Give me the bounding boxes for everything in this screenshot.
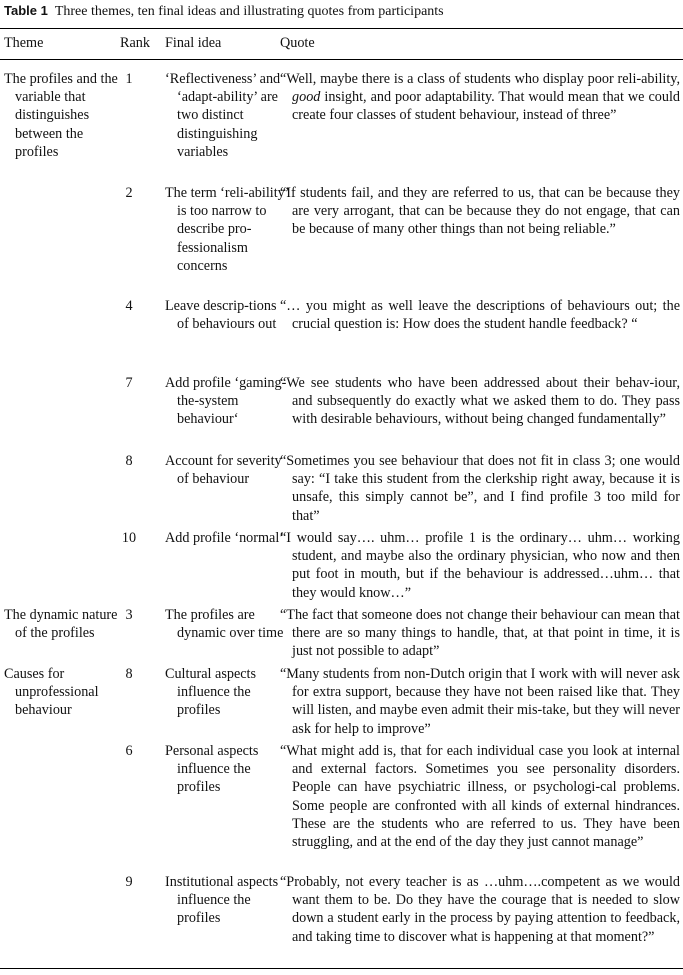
- quote-cell: “Many students from non-Dutch origin that I work with will never ask for extra support, because they have not been raised like that. They will listen, and maybe even admit their mis-take, but they will never ask for help to improve”: [280, 666, 680, 737]
- final-idea-cell: Add profile ‘gaming-the-system behaviour‘: [165, 375, 287, 428]
- header-rule: [0, 59, 683, 60]
- theme-cell: The profiles and the variable that distinguishes between the profiles: [4, 71, 118, 160]
- header-rank: Rank: [120, 35, 150, 51]
- quote-cell: “Probably, not every teacher is as …uhm….competent as we would want them to be. Do they have the courage that is needed to slow down a student early in the process by paying attention to feedback, and taking time to discover what is happening at that moment?”: [280, 874, 680, 945]
- quote-cell: “… you might as well leave the descriptions of behaviours out; the crucial question is: How does the student handle feedback? “: [280, 298, 680, 333]
- rank-cell: 8: [125, 666, 133, 682]
- rank-cell: 7: [125, 375, 133, 391]
- final-idea-cell: ‘Reflectiveness’ and ‘adapt-ability’ are two distinct distinguishing variables: [165, 71, 281, 160]
- table-title: Three themes, ten final ideas and illustrating quotes from participants: [54, 4, 444, 19]
- final-idea-cell: The profiles are dynamic over time: [165, 607, 284, 642]
- theme-cell: The dynamic nature of the profiles: [4, 607, 118, 642]
- quote-text: “Well, maybe there is a class of students who display poor reli-ability,: [280, 71, 680, 87]
- rank-cell: 9: [125, 874, 133, 890]
- quote-cell: “If students fail, and they are referred to us, that can be because they are very arrogant, that can be because they do not engage, that can be because of many other things than not being reliable.”: [280, 185, 680, 238]
- rank-cell: 6: [125, 743, 133, 759]
- table-caption: [4, 3, 444, 20]
- table-label: Table 1: [4, 3, 48, 18]
- top-rule: [0, 28, 683, 29]
- header-quote: Quote: [280, 35, 315, 51]
- final-idea-cell: Account for severity of behaviour: [165, 453, 282, 488]
- quote-cell: “I would say…. uhm… profile 1 is the ordinary… uhm… working student, and maybe also the ordinary physician, who now and then put foot in mouth, but if the behaviour is addressed…uhm… that they would know…”: [280, 530, 680, 601]
- quote-cell: “What might add is, that for each individual case you look at internal and external factors. Sometimes you see personality disorders. People can have psychiatric illness, or psychologi-cal problems. Some people are confronted with all kinds of external hindrances. These are the students who are referred to us. They have been struggling, and at the end of the day they just cannot manage”: [280, 743, 680, 851]
- quote-text: insight, and poor adaptability. That would mean that we could create four classes of student behaviour, instead of three”: [292, 89, 680, 124]
- bottom-rule: [0, 968, 683, 969]
- quote-cell: “The fact that someone does not change their behaviour can mean that there are so many things to handle, that, at that point in time, it is just not possible to adapt”: [280, 607, 680, 660]
- rank-cell: 10: [121, 530, 137, 546]
- quote-cell: [280, 70, 680, 125]
- rank-cell: 3: [125, 607, 133, 623]
- quote-emphasis: good: [292, 89, 321, 106]
- rank-cell: 1: [125, 71, 133, 87]
- quote-cell: “Sometimes you see behaviour that does not fit in class 3; one would say: “I take this student from the clerkship right away, because it is unsafe, this simply cannot be”, and I find profile 3 too mild for that”: [280, 453, 680, 524]
- final-idea-cell: Personal aspects influence the profiles: [165, 743, 259, 796]
- final-idea-cell: Institutional aspects influence the profiles: [165, 874, 279, 927]
- rank-cell: 2: [125, 185, 133, 201]
- quote-cell: “We see students who have been addressed about their behav-iour, and subsequently do exactly what we asked them to do. They pass with desirable behaviours, without being changed fundamentally”: [280, 375, 680, 428]
- final-idea-cell: Cultural aspects influence the profiles: [165, 666, 257, 719]
- header-theme: Theme: [4, 35, 44, 51]
- final-idea-cell: Leave descrip-tions of behaviours out: [165, 298, 277, 333]
- rank-cell: 4: [125, 298, 133, 314]
- final-idea-cell: Add profile ‘normal’: [165, 530, 284, 546]
- rank-cell: 8: [125, 453, 133, 469]
- header-idea: Final idea: [165, 35, 222, 51]
- final-idea-cell: The term ‘reli-ability’ is too narrow to describe pro-fessionalism concerns: [165, 185, 289, 274]
- theme-cell: Causes for unprofessional behaviour: [4, 666, 99, 719]
